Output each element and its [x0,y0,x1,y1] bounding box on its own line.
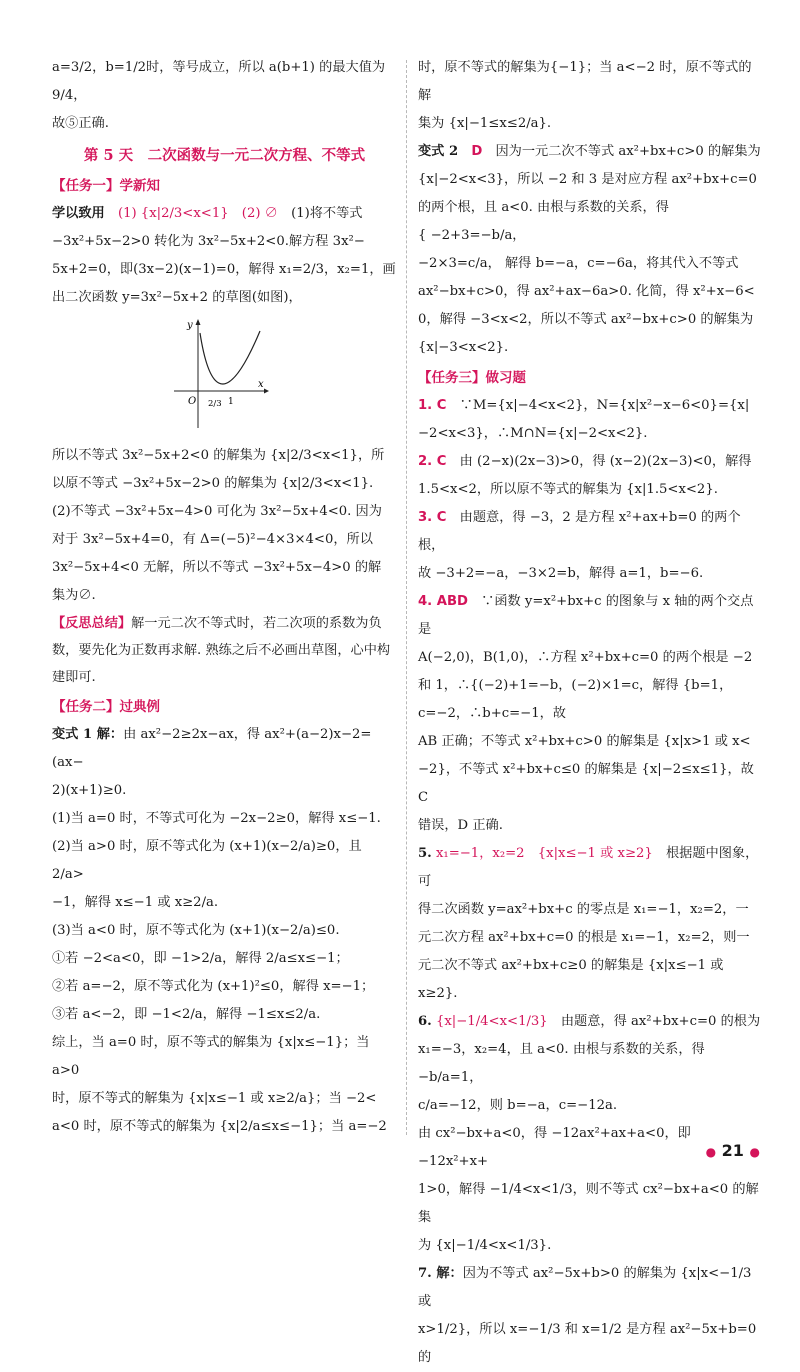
text-line: 的两个根，且 a<0. 由根与系数的关系，得 [418,200,669,215]
answer: D [471,144,483,159]
text-line: −2<x<3}，∴M∩N={x|−2<x<2}. [418,426,648,441]
text-line: 以原不等式 −3x²+5x−2>0 的解集为 {x|2/3<x<1}. [52,476,374,491]
text-line: 对于 3x²−5x+4=0，有 Δ=(−5)²−4×3×4<0，所以 [52,532,373,547]
text-line [52,610,397,637]
label: 6. [418,1014,432,1029]
parabola-graph [170,316,270,436]
text: 因为不等式 ax²−5x+b>0 的解集为 {x|x<−1/3 或 [418,1266,752,1309]
text-line: 建即可. [52,670,96,685]
text: ∵函数 y=x²+bx+c 的图象与 x 轴的两个交点是 [418,594,754,637]
text-line: 集为∅. [52,588,96,603]
text-line: a=3/2，b=1/2时，等号成立，所以 a(b+1) 的最大值为 9/4， [52,60,386,103]
label: 变式 1 解： [52,727,124,742]
text-line: 3x²−5x+4<0 无解，所以不等式 −3x²+5x−4>0 的解 [52,560,382,575]
text-line: 和 1，∴{(−2)+1=−b，(−2)×1=c，解得 {b=1，c=−2，∴b+c=−1，故 [418,678,733,721]
text-line: 得二次函数 y=ax²+bx+c 的零点是 x₁=−1，x₂=2，一 [418,902,749,917]
text-line: −3x²+5x−2>0 转化为 3x²−5x+2<0.解方程 3x²− [52,234,365,249]
text-line: AB 正确；不等式 x²+bx+c>0 的解集是 {x|x>1 或 x< [418,734,751,749]
text-line: 元二次方程 ax²+bx+c=0 的根是 x₁=−1，x₂=2，则一 [418,930,750,945]
text-line: 1>0，解得 −1/4<x<1/3，则不等式 cx²−bx+a<0 的解集 [418,1182,759,1225]
label: 5. [418,846,432,861]
text-line: −2}，不等式 x²+bx+c≤0 的解集是 {x|−2≤x≤1}，故 C [418,762,754,805]
section-title: 第 5 天 二次函数与一元二次方程、不等式 [83,147,366,164]
answer: 3. C [418,510,447,525]
text-line [418,588,762,644]
text-line: {x|−3<x<2}. [418,340,509,355]
text-line: 5x+2=0，即(3x−2)(x−1)=0，解得 x₁=2/3，x₂=1，画 [52,262,396,277]
text: 由 (2−x)(2x−3)>0，得 (x−2)(2x−3)<0，解得 [459,454,752,469]
text: 由题意，得 −3，2 是方程 x²+ax+b=0 的两个根， [418,510,741,553]
text-line: 0，解得 −3<x<2，所以不等式 ax²−bx+c>0 的解集为 [418,312,754,327]
label: 变式 2 [418,144,459,159]
text-line: ②若 a=−2，原不等式化为 (x+1)²≤0，解得 x=−1； [52,979,375,994]
text-line: 时，原不等式的解集为{−1}；当 a<−2 时，原不等式的解 [418,60,752,103]
left-column [52,54,397,1141]
text-line: 所以不等式 3x²−5x+2<0 的解集为 {x|2/3<x<1}，所 [52,448,385,463]
text-line: (1)当 a=0 时，不等式可化为 −2x−2≥0，解得 x≤−1. [52,811,381,826]
text-line [52,721,397,777]
text-line: 时，原不等式的解集为 {x|x≤−1 或 x≥2/a}；当 −2< [52,1091,377,1106]
page-footer [706,1141,760,1160]
text-line: { −2+3=−b/a， [418,228,526,243]
text-line: −2×3=c/a， 解得 b=−a，c=−6a，将其代入不等式 [418,256,739,271]
text: 解一元二次不等式时，若二次项的系数为负 [131,616,382,631]
text-line: 元二次不等式 ax²+bx+c≥0 的解集是 {x|x≤−1 或 x≥2}. [418,958,724,1001]
root-label-1: 2/3 [208,399,222,409]
task-heading: 【任务二】过典例 [52,699,160,715]
text-line: (2)不等式 −3x²+5x−4>0 可化为 3x²−5x+4<0. 因为 [52,504,382,519]
text-line [418,1260,762,1316]
text: 根据题中图象，可 [418,846,759,889]
text-line: A(−2,0)，B(1,0)，∴方程 x²+bx+c=0 的两个根是 −2 [418,650,753,665]
label: 学以致用 [52,206,105,221]
x-label: x [258,379,264,390]
text-line: {x|−2<x<3}，所以 −2 和 3 是对应方程 ax²+bx+c=0 [418,172,757,187]
parabola-curve [200,331,260,384]
text-line: ax²−bx+c>0，得 ax²+ax−6a>0. 化简，得 x²+x−6< [418,284,755,299]
text-line: a<0 时，原不等式的解集为 {x|2/a≤x≤−1}；当 a=−2 [52,1119,387,1134]
text-line [418,138,762,166]
text-line: 出二次函数 y=3x²−5x+2 的草图(如图)， [52,290,302,305]
answer: {x|−1/4<x<1/3} [435,1014,548,1029]
reflection-label: 【反思总结】 [52,616,132,631]
text-line: ③若 a<−2，即 −1<2/a，解得 −1≤x≤2/a. [52,1007,321,1022]
text-line: 综上，当 a=0 时，原不等式的解集为 {x|x≤−1}；当 a>0 [52,1035,370,1078]
text-line: 2)(x+1)≥0. [52,783,127,798]
answer: 4. ABD [418,594,468,609]
answer: (1) {x|2/3<x<1} (2) ∅ [117,206,278,221]
label: 7. 解： [418,1266,463,1281]
text-line [418,448,762,476]
text-line: 集为 {x|−1≤x≤2/a}. [418,116,552,131]
text-line: x>1/2}，所以 x=−1/3 和 x=1/2 是方程 ax²−5x+b=0 的 [418,1322,757,1365]
text-line: 故⑤正确. [52,116,109,131]
y-axis-arrow [196,319,201,325]
text-line: 错误，D 正确. [418,818,503,833]
text-line [418,1008,762,1036]
task-heading: 【任务一】学新知 [52,178,160,194]
y-label: y [187,320,193,331]
x-axis-arrow [264,389,269,394]
text-line: 数，要先化为正数再求解. 熟练之后不必画出草图，心中构 [52,643,391,658]
text: 由 ax²−2≥2x−ax，得 ax²+(a−2)x−2=(ax− [52,727,372,770]
column-divider [406,60,407,1135]
text: (1)将不等式 [291,206,363,221]
answer: 1. C [418,398,447,413]
right-column [418,54,762,1372]
text-line: 由 cx²−bx+a<0，得 −12ax²+ax+a<0，即 −12x²+x+ [418,1126,691,1169]
text: 由题意，得 ax²+bx+c=0 的根为 [560,1014,761,1029]
text-line: ①若 −2<a<0，即 −1>2/a，解得 2/a≤x≤−1； [52,951,349,966]
page-number: 21 [721,1141,744,1160]
text: ∵M={x|−4<x<2}，N={x|x²−x−6<0}={x| [459,398,750,413]
dot-icon: ● [749,1145,760,1159]
dot-icon: ● [705,1145,717,1159]
text-line [52,200,397,228]
text-line: 1.5<x<2，所以原不等式的解集为 {x|1.5<x<2}. [418,482,718,497]
text-line: c/a=−12，则 b=−a，c=−12a. [418,1098,618,1113]
text-line: 为 {x|−1/4<x<1/3}. [418,1238,552,1253]
text-line [418,840,762,896]
text-line: (3)当 a<0 时，原不等式化为 (x+1)(x−2/a)≤0. [52,923,340,938]
text-line [418,392,762,420]
text: 因为一元二次不等式 ax²+bx+c>0 的解集为 [495,144,761,159]
answer: x₁=−1，x₂=2 {x|x≤−1 或 x≥2} [435,846,653,861]
text-line: 故 −3+2=−a，−3×2=b，解得 a=1，b=−6. [418,566,704,581]
text-line: (2)当 a>0 时，原不等式化为 (x+1)(x−2/a)≥0，且 2/a> [52,839,362,882]
origin-label: O [188,396,197,407]
text-line: −1，解得 x≤−1 或 x≥2/a. [52,895,219,910]
text-line: x₁=−3，x₂=4，且 a<0. 由根与系数的关系，得 −b/a=1， [418,1042,705,1085]
root-label-2: 1 [228,397,234,407]
text-line [418,504,762,560]
task-heading: 【任务三】做习题 [418,370,526,386]
answer: 2. C [418,454,447,469]
